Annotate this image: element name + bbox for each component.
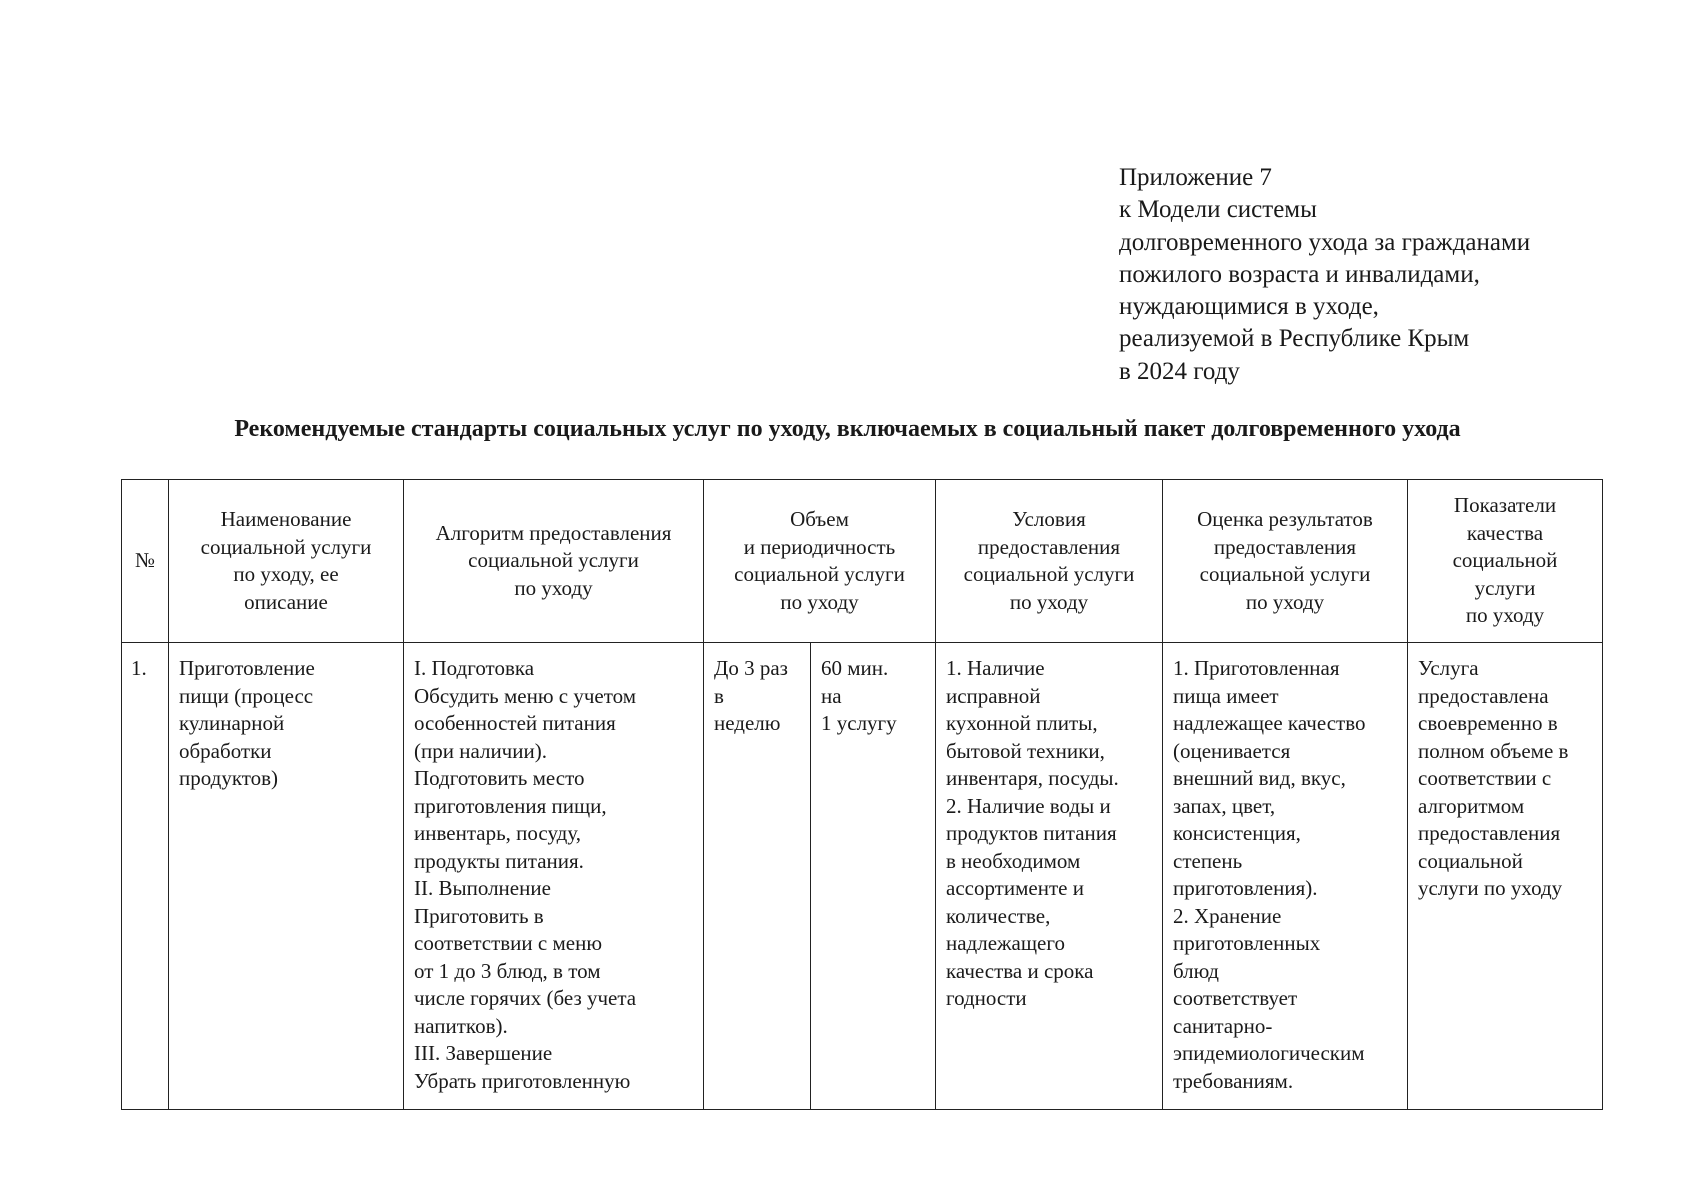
cell-num-text: 1. [131,656,147,680]
appendix-line: долговременного ухода за гражданами [1119,228,1531,256]
header-conditions [936,480,1163,643]
header-quality-label: Показатели качества социальной услуги по уходу [1452,493,1558,628]
cell-conditions-text: 1. Наличие исправной кухонной плиты, бытовой техники, инвентаря, посуды. 2. Наличие воды и продуктов питания в необходимом ассортименте и количестве, надлежащего качества и срока годности [946,656,1119,1010]
cell-frequency [704,643,811,1110]
table-row [122,643,1603,1110]
header-evaluation [1163,480,1408,643]
cell-evaluation-text: 1. Приготовленная пища имеет надлежащее качество (оценивается внешний вид, вкус, запах, цвет, консистенция, степень приготовления). 2. Хранение приготовленных блюд соответствует санитарно- эпидемиологическим требованиям. [1173,656,1366,1093]
appendix-line: Приложение 7 [1119,164,1272,191]
cell-num [122,643,169,1110]
appendix-line: к Модели системы [1119,196,1317,224]
cell-duration-text: 60 мин. на 1 услугу [821,656,897,735]
header-volume-label: Объем и периодичность социальной услуги по уходу [734,507,905,614]
cell-algorithm-text: I. Подготовка Обсудить меню с учетом особенностей питания (при наличии). Подготовить место приготовления пищи, инвентарь, посуду, продукты питания. II. Выполнение Приготовить в соответствии с меню от 1 до 3 блюд, в том числе горячих (без учета напитков). III. Завершение Убрать приготовленную [414,656,637,1093]
table-header-row [122,480,1603,643]
appendix-line: пожилого возраста и инвалидами, [1119,260,1480,288]
cell-quality-text: Услуга предоставлена своевременно в полном объеме в соответствии с алгоритмом предоставления социальной услуги по уходу [1418,656,1569,900]
header-quality [1408,480,1603,643]
header-algorithm-label: Алгоритм предоставления социальной услуги по уходу [435,520,672,600]
appendix-line: нуждающимися в уходе, [1119,293,1379,321]
cell-name [169,643,404,1110]
header-algorithm [404,480,704,643]
cell-frequency-text: До 3 раз в неделю [714,656,788,735]
standards-table [121,479,1603,1110]
header-evaluation-label: Оценка результатов предоставления социальной услуги по уходу [1197,507,1373,614]
header-volume [704,480,936,643]
cell-evaluation [1163,643,1408,1110]
appendix-line: реализуемой в Республике Крым [1119,325,1470,353]
header-num [122,480,169,643]
document-title: Рекомендуемые стандарты социальных услуг по уходу, включаемых в социальный пакет долговременного ухода [234,416,1461,442]
appendix-block [1119,162,1530,388]
cell-quality [1408,643,1603,1110]
header-name [169,480,404,643]
header-conditions-label: Условия предоставления социальной услуги по уходу [963,507,1135,614]
cell-conditions [936,643,1163,1110]
cell-algorithm [404,643,704,1110]
header-num-label: № [134,548,156,573]
cell-name-text: Приготовление пищи (процесс кулинарной обработки продуктов) [179,656,315,790]
cell-duration [811,643,936,1110]
appendix-line: в 2024 году [1119,357,1240,385]
header-name-label: Наименование социальной услуги по уходу, ее описание [200,507,372,614]
